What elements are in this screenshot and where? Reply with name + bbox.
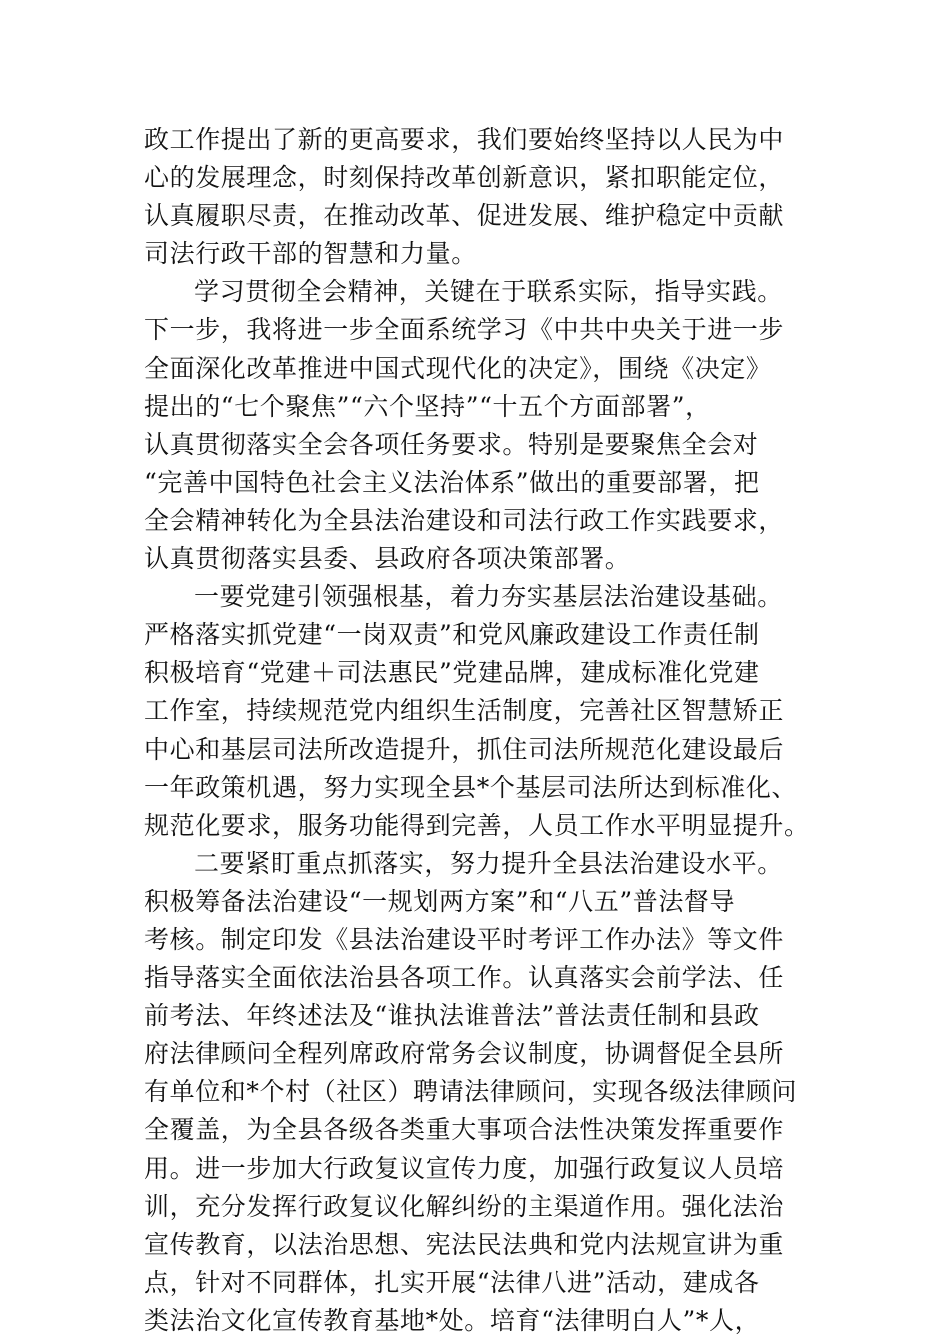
text-line: 一年政策机遇，努力实现全县*个基层司法所达到标准化、	[144, 772, 798, 802]
text-line: 训，充分发挥行政复议化解纠纷的主渠道作用。强化法治	[144, 1191, 785, 1221]
text-line: 下一步，我将进一步全面系统学习《中共中央关于进一步	[144, 315, 785, 345]
text-line: 积极培育“党建＋司法惠民”党建品牌，建成标准化党建	[144, 658, 760, 688]
text-line: 府法律顾问全程列席政府常务会议制度，协调督促全县所	[144, 1039, 785, 1069]
text-line: 类法治文化宣传教育基地*处。培育“法律明白人”*人，	[144, 1305, 761, 1335]
paragraph-first-line: 一要党建引领强根基，着力夯实基层法治建设基础。	[194, 582, 783, 612]
text-line: 积极筹备法治建设“一规划两方案”和“八五”普法督导	[144, 886, 736, 916]
text-line: 有单位和*个村（社区）聘请法律顾问，实现各级法律顾问	[144, 1077, 798, 1107]
text-line: 工作室，持续规范党内组织生活制度，完善社区智慧矫正	[144, 696, 785, 726]
text-line: 全覆盖，为全县各级各类重大事项合法性决策发挥重要作	[144, 1115, 785, 1145]
text-line: 前考法、年终述法及“谁执法谁普法”普法责任制和县政	[144, 1001, 760, 1031]
text-line: 认真贯彻落实全会各项任务要求。特别是要聚焦全会对	[144, 429, 759, 459]
text-line: 指导落实全面依法治县各项工作。认真落实会前学法、任	[144, 963, 785, 993]
text-line: 严格落实抓党建“一岗双责”和党风廉政建设工作责任制	[144, 620, 760, 650]
text-line: 政工作提出了新的更高要求，我们要始终坚持以人民为中	[144, 125, 785, 154]
text-line: 全会精神转化为全县法治建设和司法行政工作实践要求，	[144, 505, 785, 535]
text-line: 中心和基层司法所改造提升，抓住司法所规范化建设最后	[144, 734, 785, 764]
text-line: 提出的“七个聚焦”“六个坚持”“十五个方面部署”，	[144, 391, 711, 421]
text-line: 心的发展理念，时刻保持改革创新意识，紧扣职能定位，	[144, 163, 785, 193]
text-line: 点，针对不同群体，扎实开展“法律八进”活动，建成各	[144, 1267, 760, 1297]
text-line: 全面深化改革推进中国式现代化的决定》，围绕《决定》	[144, 353, 772, 383]
text-line: 认真贯彻落实县委、县政府各项决策部署。	[144, 544, 631, 574]
text-line: 宣传教育，以法治思想、宪法民法典和党内法规宣讲为重	[144, 1229, 785, 1259]
text-line: 规范化要求，服务功能得到完善，人员工作水平明显提升。	[144, 810, 810, 840]
body-text	[144, 121, 808, 1340]
text-line: 认真履职尽责，在推动改革、促进发展、维护稳定中贡献	[144, 201, 785, 231]
paragraph-first-line: 二要紧盯重点抓落实，努力提升全县法治建设水平。	[194, 848, 783, 878]
text-line: “完善中国特色社会主义法治体系”做出的重要部署，把	[144, 467, 760, 497]
paragraph-first-line: 学习贯彻全会精神，关键在于联系实际，指导实践。	[194, 277, 783, 307]
text-line: 司法行政干部的智慧和力量。	[144, 239, 477, 269]
text-line: 考核。制定印发《县法治建设平时考评工作办法》等文件	[144, 924, 785, 954]
text-line: 用。进一步加大行政复议宣传力度，加强行政复议人员培	[144, 1153, 785, 1183]
